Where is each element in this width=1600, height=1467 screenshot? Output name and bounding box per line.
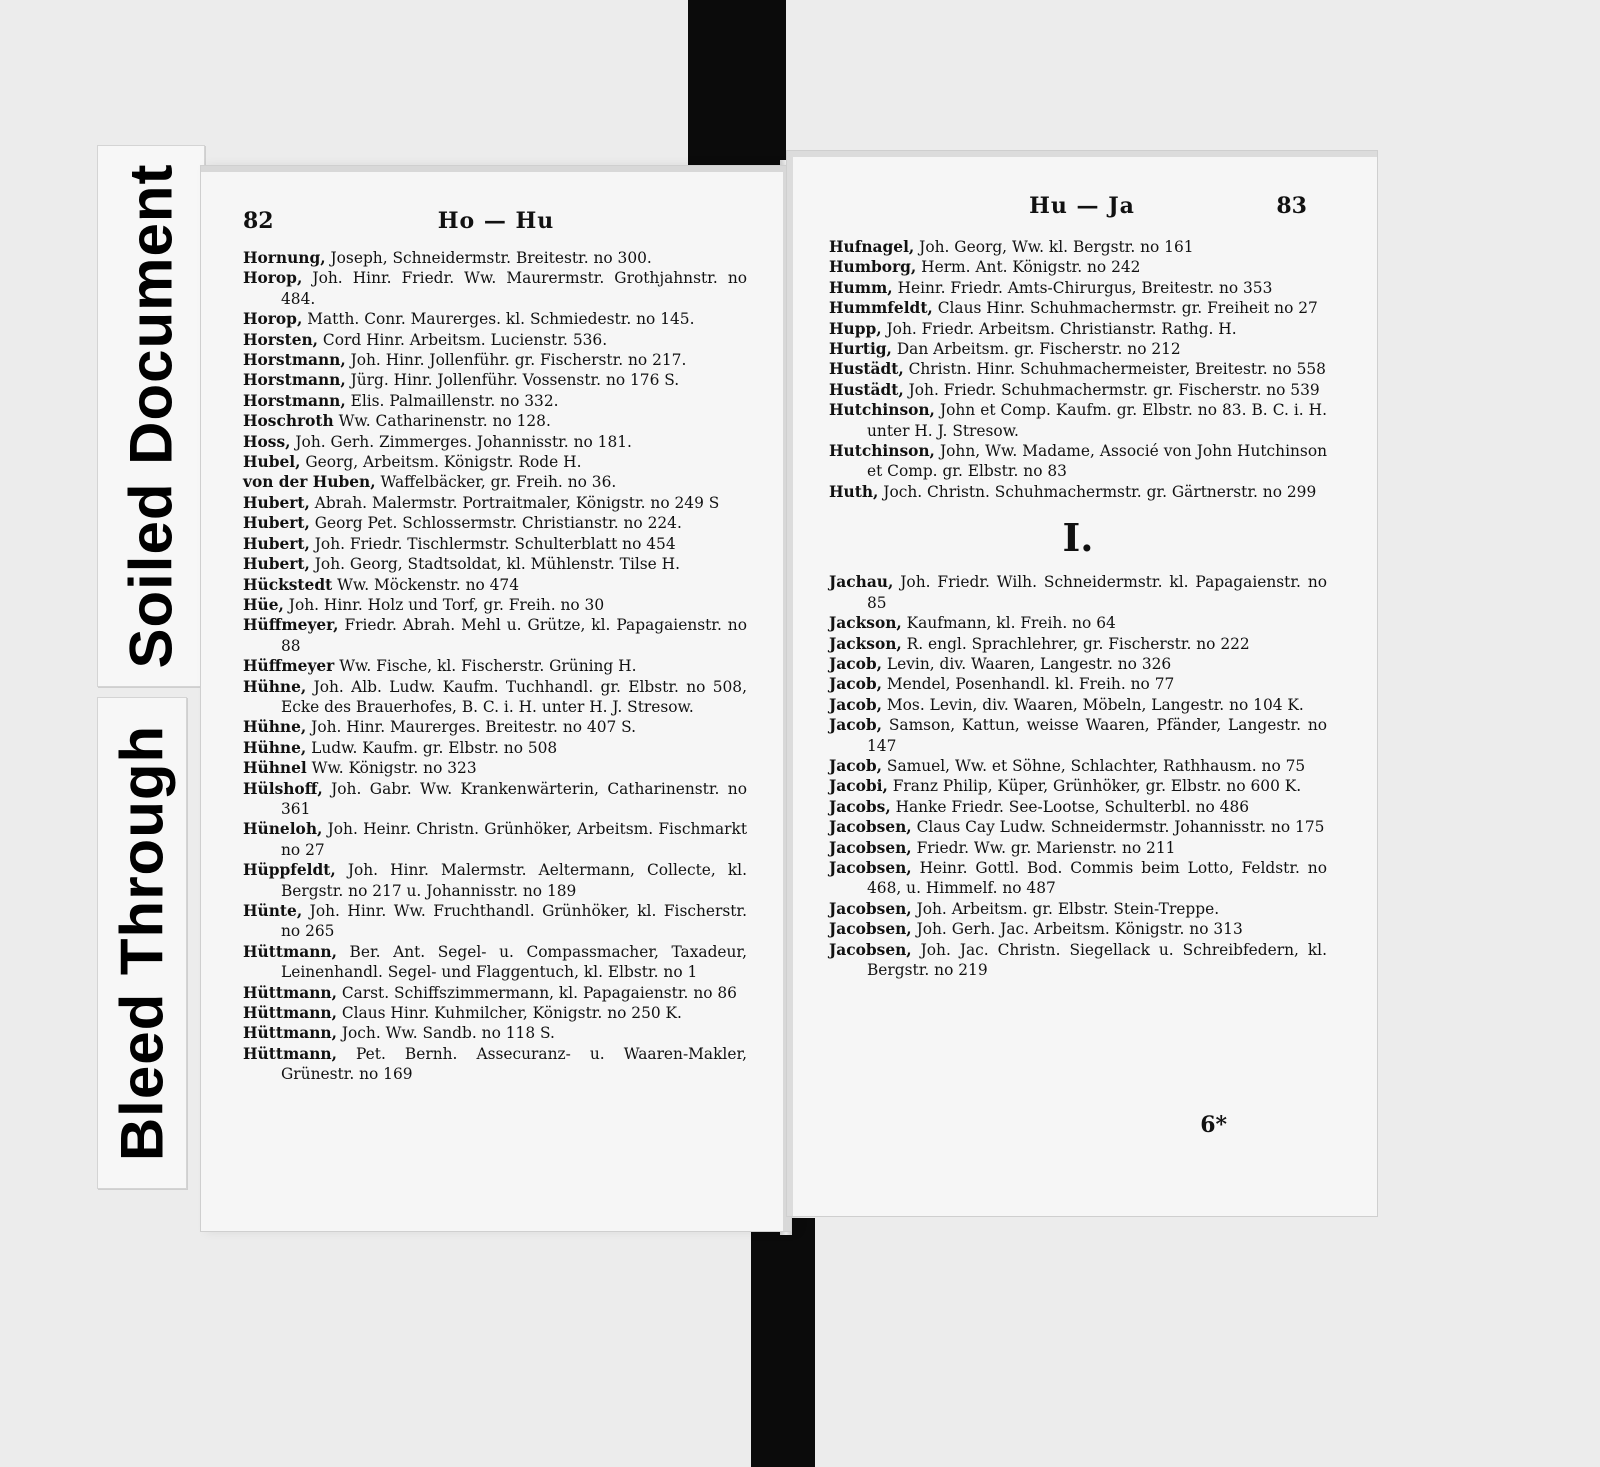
soiled-document-text: Soiled Document	[117, 163, 185, 669]
entry-name: Jackson,	[829, 634, 902, 653]
directory-entry	[829, 380, 1327, 400]
directory-entry	[829, 319, 1327, 339]
entry-name: Hühne,	[243, 677, 307, 696]
directory-entry	[243, 268, 747, 309]
entry-name: Hühne,	[243, 718, 307, 737]
binding-strip-top	[688, 0, 786, 168]
entry-details: Ww. Königstr. no 323	[306, 759, 477, 778]
entry-details: Claus Cay Ludw. Schneidermstr. Johannisstr. no 175	[911, 818, 1325, 837]
running-head: Ho — Hu	[437, 208, 555, 234]
entry-details: Ww. Möckenstr. no 474	[332, 575, 520, 594]
entry-details: Joh. Gabr. Ww. Krankenwärterin, Catharinenstr. no 361	[281, 779, 747, 818]
directory-entry	[829, 817, 1327, 837]
entry-name: Hustädt,	[829, 360, 904, 379]
entry-name: Jachau,	[829, 573, 894, 592]
entry-name: Hummfeldt,	[829, 299, 933, 318]
directory-entry	[243, 942, 747, 983]
directory-entry	[829, 695, 1327, 715]
directory-entry	[829, 797, 1327, 817]
entry-name: Hüttmann,	[243, 1044, 337, 1063]
entry-details: Pet. Bernh. Assecuranz- u. Waaren-Makler, Grünestr. no 169	[281, 1044, 747, 1084]
entry-name: Jacobsen,	[829, 940, 912, 959]
directory-entry	[829, 858, 1327, 899]
directory-entry	[829, 940, 1327, 981]
entries-before-section	[829, 237, 1327, 502]
entry-name: Jacobsen,	[829, 838, 912, 857]
entry-details: Carst. Schiffszimmermann, kl. Papagaienstr. no 86	[336, 983, 737, 1002]
entry-details: Dan Arbeitsm. gr. Fischerstr. no 212	[891, 340, 1181, 359]
directory-entry	[829, 776, 1327, 796]
entry-name: Hühne,	[243, 738, 307, 757]
directory-entry	[243, 411, 747, 431]
entry-name: Jacobs,	[829, 797, 891, 816]
entry-details: Joh. Arbeitsm. gr. Elbstr. Stein-Treppe.	[911, 899, 1220, 918]
entry-name: Jacobsen,	[829, 920, 912, 939]
entry-details: Joseph, Schneidermstr. Breitestr. no 300.	[325, 249, 652, 267]
directory-entry	[829, 441, 1327, 482]
entry-details: Kaufmann, kl. Freih. no 64	[901, 614, 1116, 633]
entry-name: Hornung,	[243, 249, 326, 267]
entry-details: Claus Hinr. Schuhmachermstr. gr. Freiheit no 27	[932, 299, 1318, 318]
directory-entry	[243, 534, 747, 554]
entry-name: Humborg,	[829, 258, 917, 277]
directory-entry	[243, 391, 747, 411]
entry-details: Joh. Hinr. Friedr. Ww. Maurermstr. Grothjahnstr. no 484.	[281, 269, 747, 308]
directory-entry	[829, 654, 1327, 674]
directory-entry	[829, 237, 1327, 257]
entry-details: Joh. Hinr. Malermstr. Aeltermann, Collecte, kl. Bergstr. no 217 u. Johannisstr. no 189	[281, 861, 747, 900]
directory-entry	[243, 575, 747, 595]
entry-name: Hüttmann,	[243, 942, 337, 961]
entry-name: Jacob,	[829, 716, 883, 735]
directory-entry	[243, 472, 747, 492]
directory-entry	[243, 248, 747, 268]
entry-name: Hufnagel,	[829, 238, 915, 256]
entry-details: John et Comp. Kaufm. gr. Elbstr. no 83. B. C. i. H. unter H. J. Stresow.	[867, 401, 1327, 440]
entry-details: Joh. Hinr. Holz und Torf, gr. Freih. no 30	[283, 595, 605, 614]
entry-name: Hupp,	[829, 319, 882, 338]
entry-name: Horsten,	[243, 330, 319, 349]
directory-entry	[243, 554, 747, 574]
entry-name: Hühnel	[243, 759, 307, 778]
directory-entry	[243, 350, 747, 370]
page-number: 83	[1276, 193, 1307, 219]
entry-details: Georg, Arbeitsm. Königstr. Rode H.	[300, 453, 582, 472]
directory-entries	[829, 237, 1327, 980]
directory-entry	[243, 1023, 747, 1043]
entry-details: Joh. Friedr. Wilh. Schneidermstr. kl. Papagaienstr. no 85	[867, 573, 1327, 612]
entry-name: Hutchinson,	[829, 401, 935, 420]
entry-details: Joh. Heinr. Christn. Grünhöker, Arbeitsm. Fischmarkt no 27	[281, 820, 747, 859]
entry-name: Hüffmeyer,	[243, 616, 339, 635]
entry-details: Ww. Fische, kl. Fischerstr. Grüning H.	[334, 657, 637, 676]
right-page	[786, 150, 1378, 1217]
entry-details: Samuel, Ww. et Söhne, Schlachter, Rathhausm. no 75	[882, 756, 1306, 775]
entry-details: Joh. Hinr. Jollenführ. gr. Fischerstr. no 217.	[345, 351, 687, 370]
entry-name: Hünte,	[243, 902, 303, 920]
entry-name: Hüppfeldt,	[243, 861, 336, 880]
directory-entry	[243, 901, 747, 942]
entry-name: Hubert,	[243, 514, 310, 533]
entry-name: Jacobsen,	[829, 899, 912, 918]
directory-entry	[243, 370, 747, 390]
entry-details: Joh. Georg, Stadtsoldat, kl. Mühlenstr. Tilse H.	[309, 555, 681, 574]
entry-name: Jacob,	[829, 675, 883, 694]
entries-after-section	[829, 572, 1327, 980]
entry-name: Horstmann,	[243, 371, 346, 390]
directory-entry	[829, 756, 1327, 776]
entry-details: Joh. Hinr. Maurerges. Breitestr. no 407 S.	[306, 718, 637, 737]
directory-entry	[243, 1003, 747, 1023]
entry-details: Jürg. Hinr. Jollenführ. Vossenstr. no 176 S.	[345, 371, 680, 390]
entry-details: Joh. Friedr. Tischlermstr. Schulterblatt no 454	[309, 534, 676, 553]
directory-entry	[243, 615, 747, 656]
entry-details: John, Ww. Madame, Associé von John Hutchinson et Comp. gr. Elbstr. no 83	[867, 442, 1327, 481]
entry-name: Horop,	[243, 269, 303, 288]
directory-entry	[243, 309, 747, 329]
section-letter: I.	[1062, 515, 1094, 561]
directory-entry	[243, 779, 747, 820]
directory-entry	[829, 838, 1327, 858]
entry-name: Hüneloh,	[243, 820, 323, 839]
entry-details: Joh. Jac. Christn. Siegellack u. Schreibfedern, kl. Bergstr. no 219	[867, 940, 1327, 979]
entry-name: Jacob,	[829, 654, 883, 673]
running-head: Hu — Ja	[1029, 193, 1135, 219]
entry-details: Friedr. Ww. gr. Marienstr. no 211	[911, 838, 1176, 857]
entry-details: Abrah. Malermstr. Portraitmaler, Königstr. no 249 S	[309, 493, 720, 512]
directory-entry	[829, 674, 1327, 694]
directory-entry	[243, 452, 747, 472]
entry-name: Jacob,	[829, 695, 883, 714]
entry-name: Hüe,	[243, 595, 284, 614]
directory-entry	[829, 339, 1327, 359]
entry-name: Huth,	[829, 482, 879, 501]
directory-entry	[829, 899, 1327, 919]
directory-entry	[243, 738, 747, 758]
entry-name: Hubert,	[243, 493, 310, 512]
entry-name: Hubert,	[243, 555, 310, 574]
directory-entry	[829, 715, 1327, 756]
entry-name: Hüttmann,	[243, 1004, 337, 1023]
entry-name: Hubert,	[243, 534, 310, 553]
entry-details: Christn. Hinr. Schuhmachermeister, Breitestr. no 558	[903, 360, 1326, 379]
entry-details: Georg Pet. Schlossermstr. Christianstr. no 224.	[309, 514, 682, 533]
directory-entry	[243, 330, 747, 350]
directory-entry	[243, 758, 747, 778]
directory-entry	[829, 257, 1327, 277]
entry-details: Matth. Conr. Maurerges. kl. Schmiedestr. no 145.	[302, 310, 695, 329]
entry-details: Claus Hinr. Kuhmilcher, Königstr. no 250 K.	[336, 1004, 682, 1023]
signature-mark: 6*	[1200, 1112, 1227, 1138]
directory-entry	[243, 819, 747, 860]
entry-name: Hustädt,	[829, 380, 904, 399]
directory-entry	[243, 432, 747, 452]
entry-details: Elis. Palmaillenstr. no 332.	[345, 391, 559, 410]
directory-entry	[829, 634, 1327, 654]
entry-details: Ww. Catharinenstr. no 128.	[333, 412, 551, 431]
entry-name: Hüttmann,	[243, 1024, 337, 1043]
entry-details: Joh. Gerh. Jac. Arbeitsm. Königstr. no 313	[911, 920, 1243, 939]
entry-details: Franz Philip, Küper, Grünhöker, gr. Elbstr. no 600 K.	[887, 777, 1302, 796]
entry-details: Herm. Ant. Königstr. no 242	[916, 258, 1141, 277]
soiled-document-label	[97, 145, 205, 687]
left-page-header	[201, 208, 791, 238]
entry-name: Horstmann,	[243, 391, 346, 410]
entry-details: Joch. Christn. Schuhmachermstr. gr. Gärtnerstr. no 299	[878, 482, 1317, 501]
directory-entries	[243, 248, 747, 1085]
directory-entry	[243, 513, 747, 533]
entry-details: Hanke Friedr. See-Lootse, Schulterbl. no 486	[890, 797, 1250, 816]
directory-entry	[243, 860, 747, 901]
entry-name: Horop,	[243, 310, 303, 329]
entry-details: Levin, div. Waaren, Langestr. no 326	[882, 654, 1172, 673]
entry-name: Horstmann,	[243, 351, 346, 370]
entry-name: Hüffmeyer	[243, 657, 335, 676]
directory-entry	[829, 359, 1327, 379]
directory-entry	[829, 482, 1327, 502]
entry-name: Jacobi,	[829, 777, 888, 796]
directory-entry	[243, 493, 747, 513]
directory-entry	[243, 656, 747, 676]
entry-name: Humm,	[829, 278, 893, 297]
entry-name: Jacob,	[829, 756, 883, 775]
entry-details: Waffelbäcker, gr. Freih. no 36.	[375, 473, 617, 492]
entry-name: von der Huben,	[243, 473, 376, 492]
entry-details: Cord Hinr. Arbeitsm. Lucienstr. 536.	[318, 330, 608, 349]
left-page	[200, 165, 792, 1232]
entry-details: R. engl. Sprachlehrer, gr. Fischerstr. no 222	[901, 634, 1250, 653]
entry-name: Hoschroth	[243, 412, 334, 431]
entry-details: Heinr. Gottl. Bod. Commis beim Lotto, Feldstr. no 468, u. Himmelf. no 487	[867, 858, 1327, 898]
entry-details: Joch. Ww. Sandb. no 118 S.	[336, 1024, 555, 1043]
entry-details: Joh. Friedr. Schuhmachermstr. gr. Fischerstr. no 539	[903, 380, 1320, 399]
entry-details: Joh. Georg, Ww. kl. Bergstr. no 161	[914, 238, 1194, 256]
directory-entry	[829, 613, 1327, 633]
entry-name: Hülshoff,	[243, 779, 323, 798]
directory-entry	[243, 1044, 747, 1085]
directory-entry	[243, 595, 747, 615]
entry-details: Friedr. Abrah. Mehl u. Grütze, kl. Papagaienstr. no 88	[281, 616, 747, 655]
entry-name: Jacobsen,	[829, 858, 912, 877]
entry-details: Mos. Levin, div. Waaren, Möbeln, Langestr. no 104 K.	[882, 695, 1304, 714]
entry-details: Ber. Ant. Segel- u. Compassmacher, Taxadeur, Leinenhandl. Segel- und Flaggentuch, kl. Elbstr. no 1	[281, 942, 747, 982]
entry-details: Mendel, Posenhandl. kl. Freih. no 77	[882, 675, 1175, 694]
directory-entry	[829, 400, 1327, 441]
bleed-through-label	[97, 697, 187, 1189]
directory-entry	[829, 298, 1327, 318]
entry-details: Joh. Hinr. Ww. Fruchthandl. Grünhöker, kl. Fischerstr. no 265	[281, 902, 747, 941]
entry-name: Hoss,	[243, 432, 291, 451]
page-number: 82	[243, 208, 274, 234]
entry-details: Ludw. Kaufm. gr. Elbstr. no 508	[306, 738, 558, 757]
entry-name: Hüttmann,	[243, 983, 337, 1002]
entry-name: Jackson,	[829, 614, 902, 633]
right-page-header	[787, 193, 1377, 223]
entry-name: Hurtig,	[829, 340, 892, 359]
entry-details: Heinr. Friedr. Amts-Chirurgus, Breitestr. no 353	[892, 278, 1273, 297]
entry-name: Hutchinson,	[829, 442, 935, 461]
directory-entry	[243, 983, 747, 1003]
entry-details: Samson, Kattun, weisse Waaren, Pfänder, Langestr. no 147	[867, 716, 1327, 755]
entry-name: Hubel,	[243, 453, 301, 472]
entry-name: Jacobsen,	[829, 818, 912, 837]
directory-entry	[243, 717, 747, 737]
directory-entry	[829, 278, 1327, 298]
entry-details: Joh. Alb. Ludw. Kaufm. Tuchhandl. gr. Elbstr. no 508, Ecke des Brauerhofes, B. C. i. H. unter H. J. Stresow.	[281, 677, 747, 716]
entry-details: Joh. Gerh. Zimmerges. Johannisstr. no 181.	[290, 432, 632, 451]
directory-entry	[829, 572, 1327, 613]
directory-entry	[829, 919, 1327, 939]
directory-entry	[243, 677, 747, 718]
entry-name: Hückstedt	[243, 575, 333, 594]
entry-details: Joh. Friedr. Arbeitsm. Christianstr. Rathg. H.	[881, 319, 1237, 338]
binding-strip-bottom	[751, 1218, 815, 1467]
bleed-through-text: Bleed Through	[108, 724, 176, 1162]
